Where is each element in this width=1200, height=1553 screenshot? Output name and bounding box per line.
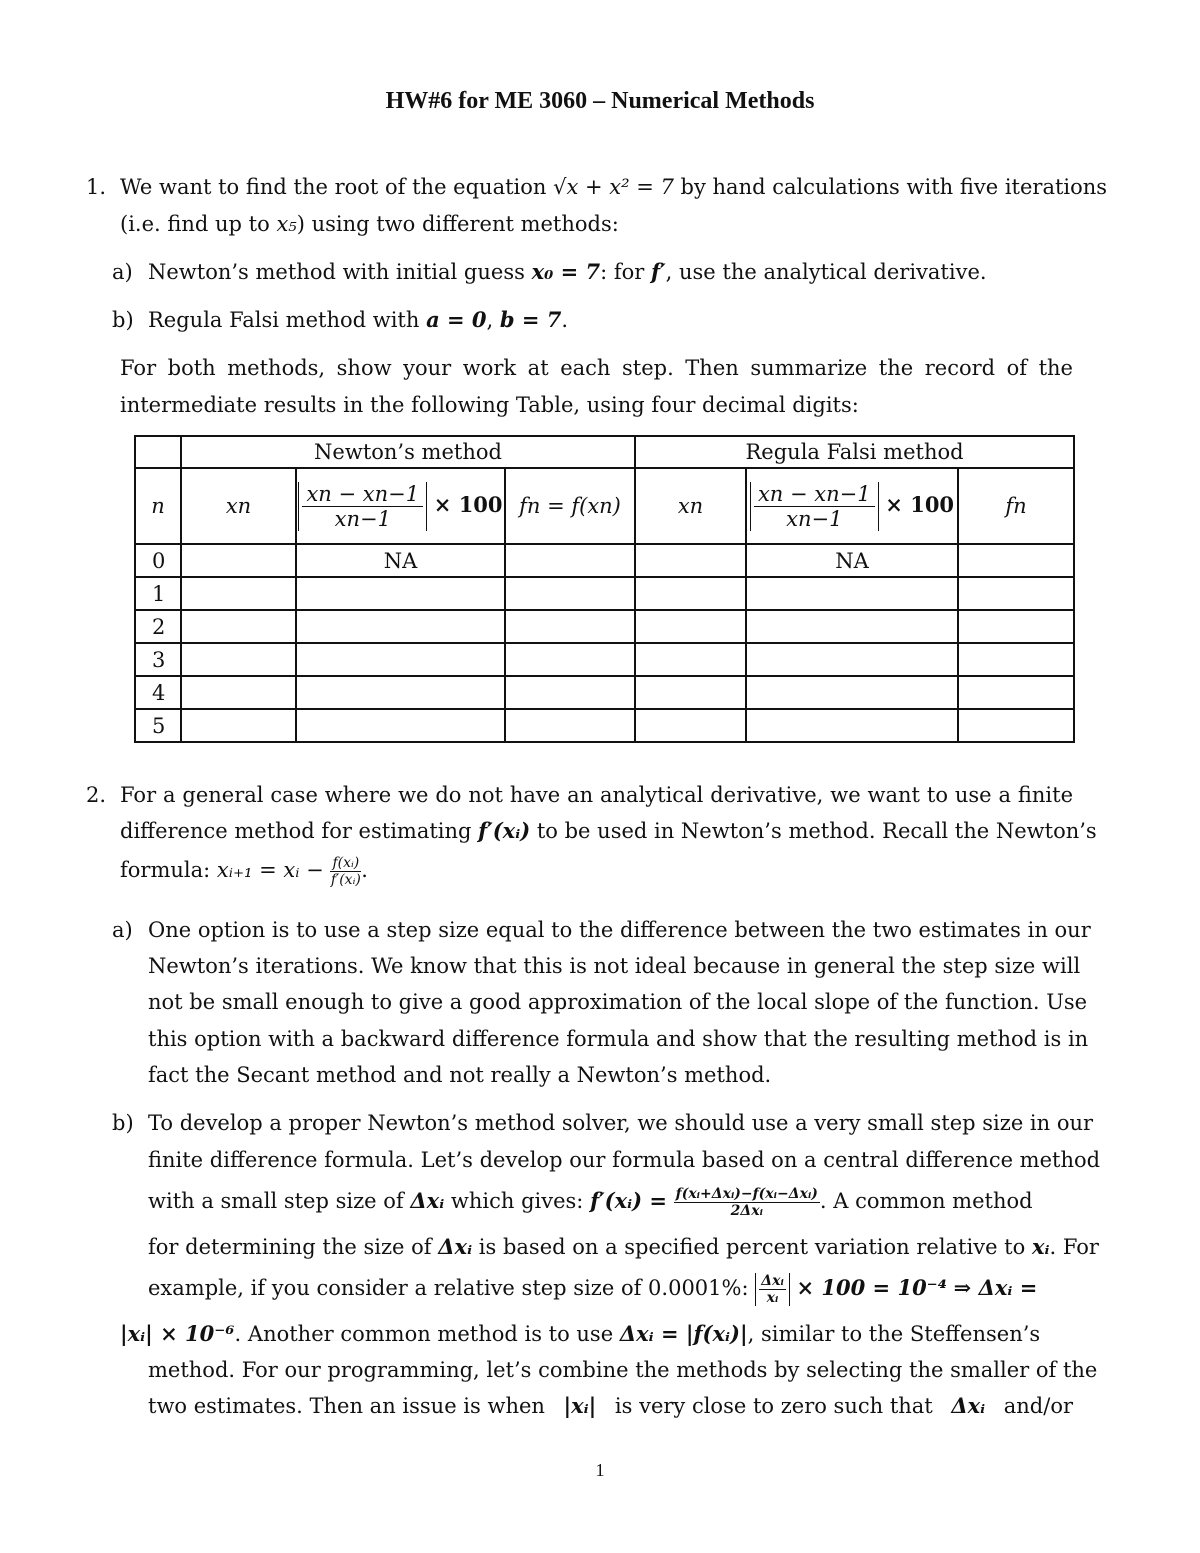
q2-newton-fraction-bottom: f′(xᵢ) bbox=[330, 872, 361, 888]
table-row bbox=[135, 544, 1074, 577]
q2-b6-text-b: . Another common method is to use bbox=[234, 1322, 614, 1346]
q2-line2-text-b: to be used in Newton’s method. Recall the Newton’s bbox=[536, 819, 1097, 843]
table-cell bbox=[505, 709, 635, 742]
table-cell bbox=[746, 643, 958, 676]
table-row bbox=[135, 643, 1074, 676]
q2-b5-text-a: example, if you consider a relative step size of 0.0001%: bbox=[148, 1276, 749, 1300]
q2-b8-abs-xi: |xᵢ| bbox=[563, 1393, 597, 1418]
table-cell bbox=[181, 709, 296, 742]
table-header-row bbox=[135, 468, 1074, 544]
q2-b-line5 bbox=[148, 1273, 1037, 1306]
abs-value-bars bbox=[298, 482, 427, 531]
q2-number: 2. bbox=[86, 783, 107, 807]
col-header-newton-error bbox=[296, 468, 505, 544]
col-header-newton-fn: fn = f(xn) bbox=[505, 468, 635, 544]
q2-a-label: a) bbox=[112, 918, 133, 942]
q2-b3-fprime: f′(xᵢ) = bbox=[590, 1188, 667, 1213]
table-cell bbox=[296, 709, 505, 742]
q2-line3 bbox=[120, 855, 368, 888]
q1-b-sep: , bbox=[486, 308, 494, 332]
q2-b5-abs bbox=[755, 1273, 790, 1306]
col-header-newton-xn: xn bbox=[181, 468, 296, 544]
q1-para-line1: For both methods, show your work at each step. Then summarize the record of the bbox=[120, 356, 1073, 380]
row-index: 4 bbox=[135, 676, 181, 709]
q1-line1 bbox=[120, 172, 1107, 202]
q2-b-line1: To develop a proper Newton’s method solver, we should use a very small step size in our bbox=[148, 1111, 1094, 1135]
col-header-regula-xn: xn bbox=[635, 468, 746, 544]
q2-b4-text-d: . For bbox=[1049, 1235, 1099, 1259]
q2-b6-steffensen: Δxᵢ = |f(xᵢ)| bbox=[619, 1321, 748, 1346]
error-fraction-bottom: xn−1 bbox=[334, 506, 391, 531]
q1-line2-text-a: (i.e. find up to bbox=[120, 212, 270, 236]
table-cell bbox=[181, 544, 296, 577]
q2-formula-label: formula: bbox=[120, 858, 211, 882]
row-index: 5 bbox=[135, 709, 181, 742]
table-cell bbox=[635, 676, 746, 709]
col-header-regula-fn: fn bbox=[958, 468, 1074, 544]
q2-line2 bbox=[120, 816, 1097, 846]
newton-group-header: Newton’s method bbox=[181, 436, 635, 468]
q1-a-text2: : for bbox=[600, 260, 645, 284]
q2-b5-fraction bbox=[759, 1273, 786, 1306]
q1-b-label: b) bbox=[112, 308, 134, 332]
table-cell bbox=[746, 676, 958, 709]
q2-b4-text-a: for determining the size of bbox=[148, 1235, 432, 1259]
q2-newton-fraction-top: f(xᵢ) bbox=[332, 855, 360, 871]
q2-b8-text-d: and/or bbox=[1003, 1394, 1073, 1418]
table-cell bbox=[635, 709, 746, 742]
q2-newton-fraction bbox=[330, 855, 361, 888]
q2-b-line2: finite difference formula. Let’s develop our formula based on a central difference method bbox=[148, 1148, 1101, 1172]
q1-line1-text-b: by hand calculations with five iterations bbox=[680, 175, 1108, 199]
error-fraction-top: xn − xn−1 bbox=[302, 482, 423, 507]
table-cell bbox=[181, 610, 296, 643]
q2-a-line3: not be small enough to give a good approximation of the local slope of the function. Use bbox=[148, 990, 1088, 1014]
table-cell-na: NA bbox=[296, 544, 505, 577]
q2-b-label: b) bbox=[112, 1111, 134, 1135]
page-title: HW#6 for ME 3060 – Numerical Methods bbox=[385, 88, 815, 114]
q2-b-line3 bbox=[148, 1186, 1033, 1219]
table-cell bbox=[746, 610, 958, 643]
table-cell bbox=[635, 610, 746, 643]
q2-b5-fraction-top: Δxᵢ bbox=[761, 1273, 784, 1289]
q2-b3-text-b: which gives: bbox=[450, 1189, 584, 1213]
row-index: 1 bbox=[135, 577, 181, 610]
row-index: 0 bbox=[135, 544, 181, 577]
q1-b-text1: Regula Falsi method with bbox=[148, 308, 420, 332]
q2-b4-delta: Δxᵢ bbox=[438, 1234, 473, 1259]
table-cell bbox=[505, 643, 635, 676]
table-row bbox=[135, 610, 1074, 643]
table-cell bbox=[296, 643, 505, 676]
q1-x5: x₅ bbox=[276, 212, 297, 236]
table-cell bbox=[635, 544, 746, 577]
table-row bbox=[135, 676, 1074, 709]
q2-b3-text-a: with a small step size of bbox=[148, 1189, 404, 1213]
q1-equation: √x + x² = 7 bbox=[553, 175, 674, 199]
q2-central-diff-bottom: 2Δxᵢ bbox=[730, 1203, 763, 1219]
table-cell bbox=[181, 643, 296, 676]
table-cell bbox=[635, 577, 746, 610]
q1-a-text1: Newton’s method with initial guess bbox=[148, 260, 525, 284]
regula-group-header: Regula Falsi method bbox=[635, 436, 1074, 468]
table-cell bbox=[505, 676, 635, 709]
q1-b-b: b = 7 bbox=[499, 307, 562, 332]
q1-b-end: . bbox=[561, 308, 569, 332]
q2-b-line4 bbox=[148, 1232, 1099, 1262]
q2-central-diff-fraction bbox=[674, 1186, 820, 1219]
q2-line1: For a general case where we do not have an analytical derivative, we want to use a finite bbox=[120, 783, 1073, 807]
q1-a-x0: x₀ = 7 bbox=[531, 259, 601, 284]
q2-formula-end: . bbox=[361, 858, 368, 882]
row-index: 2 bbox=[135, 610, 181, 643]
q2-central-diff-top: f(xᵢ+Δxᵢ)−f(xᵢ−Δxᵢ) bbox=[675, 1186, 818, 1202]
col-header-regula-error bbox=[746, 468, 958, 544]
table-cell-na: NA bbox=[746, 544, 958, 577]
error-fraction-bottom: xn−1 bbox=[786, 506, 843, 531]
table-cell bbox=[958, 577, 1074, 610]
abs-value-bars bbox=[750, 482, 879, 531]
q2-b6-abs-xi: |xᵢ| × 10⁻⁶ bbox=[120, 1321, 235, 1346]
q1-a-text bbox=[148, 257, 987, 287]
q2-b-line6 bbox=[120, 1319, 1040, 1349]
q2-a-line2: Newton’s iterations. We know that this is not ideal because in general the step size will bbox=[148, 954, 1081, 978]
q1-b-text bbox=[148, 305, 568, 335]
q2-b8-text-b: is very close to zero such that bbox=[614, 1394, 933, 1418]
table-cell bbox=[181, 676, 296, 709]
q2-b-line7: method. For our programming, let’s combine the methods by selecting the smaller of the bbox=[148, 1358, 1098, 1382]
table-header-group-row bbox=[135, 436, 1074, 468]
error-fraction bbox=[754, 482, 875, 531]
page-number: 1 bbox=[595, 1460, 605, 1480]
q1-a-fprime: f′ bbox=[651, 259, 666, 284]
table-cell bbox=[958, 676, 1074, 709]
times-100: × 100 bbox=[433, 491, 503, 517]
col-header-n: n bbox=[135, 468, 181, 544]
q1-a-label: a) bbox=[112, 260, 133, 284]
table-cell bbox=[958, 643, 1074, 676]
q2-fprime-xi: f′(xᵢ) bbox=[478, 818, 531, 843]
table-cell bbox=[635, 643, 746, 676]
q2-b5-fraction-bottom: xᵢ bbox=[766, 1290, 779, 1306]
q2-a-line4: this option with a backward difference formula and show that the resulting method is in bbox=[148, 1027, 1089, 1051]
q1-line2-text-b: ) using two different methods: bbox=[296, 212, 619, 236]
table-cell bbox=[746, 709, 958, 742]
q2-b5-power: × 100 = 10⁻⁴ bbox=[796, 1275, 947, 1300]
q1-a-text3: , use the analytical derivative. bbox=[665, 260, 987, 284]
table-cell bbox=[958, 610, 1074, 643]
q2-newton-formula: xᵢ₊₁ = xᵢ − bbox=[216, 858, 324, 882]
q2-b3-delta: Δxᵢ bbox=[410, 1188, 445, 1213]
table-cell bbox=[296, 577, 505, 610]
q2-b4-text-b: is based on a specified percent variation relative to bbox=[478, 1235, 1026, 1259]
table-cell bbox=[296, 610, 505, 643]
error-fraction-top: xn − xn−1 bbox=[754, 482, 875, 507]
q2-b8-delta: Δxᵢ bbox=[951, 1393, 986, 1418]
table-cell bbox=[958, 544, 1074, 577]
q2-b5-implies: ⇒ Δxᵢ = bbox=[953, 1275, 1038, 1300]
results-table bbox=[134, 435, 1075, 743]
table-cell bbox=[181, 577, 296, 610]
q2-b-line8 bbox=[148, 1391, 1073, 1421]
q1-line1-text-a: We want to find the root of the equation bbox=[120, 175, 547, 199]
table-row bbox=[135, 709, 1074, 742]
table-row bbox=[135, 577, 1074, 610]
table-cell bbox=[958, 709, 1074, 742]
q1-para-line2: intermediate results in the following Table, using four decimal digits: bbox=[120, 393, 859, 417]
table-cell bbox=[296, 676, 505, 709]
q2-line2-text-a: difference method for estimating bbox=[120, 819, 472, 843]
q2-a-line5: fact the Secant method and not really a Newton’s method. bbox=[148, 1063, 772, 1087]
q1-b-a: a = 0 bbox=[426, 307, 487, 332]
q2-b4-xi: xᵢ bbox=[1031, 1234, 1050, 1259]
q2-a-line1: One option is to use a step size equal to the difference between the two estimates in our bbox=[148, 918, 1091, 942]
table-corner-cell bbox=[135, 436, 181, 468]
times-100: × 100 bbox=[885, 491, 955, 517]
table-cell bbox=[746, 577, 958, 610]
q2-b6-text-d: , similar to the Steffensen’s bbox=[747, 1322, 1041, 1346]
q1-line2 bbox=[120, 209, 619, 239]
q1-number: 1. bbox=[86, 175, 107, 199]
table-cell bbox=[505, 577, 635, 610]
q2-b3-text-d: . A common method bbox=[819, 1189, 1033, 1213]
q2-b8-text-a: two estimates. Then an issue is when bbox=[148, 1394, 545, 1418]
table-cell bbox=[505, 610, 635, 643]
row-index: 3 bbox=[135, 643, 181, 676]
table-cell bbox=[505, 544, 635, 577]
error-fraction bbox=[302, 482, 423, 531]
